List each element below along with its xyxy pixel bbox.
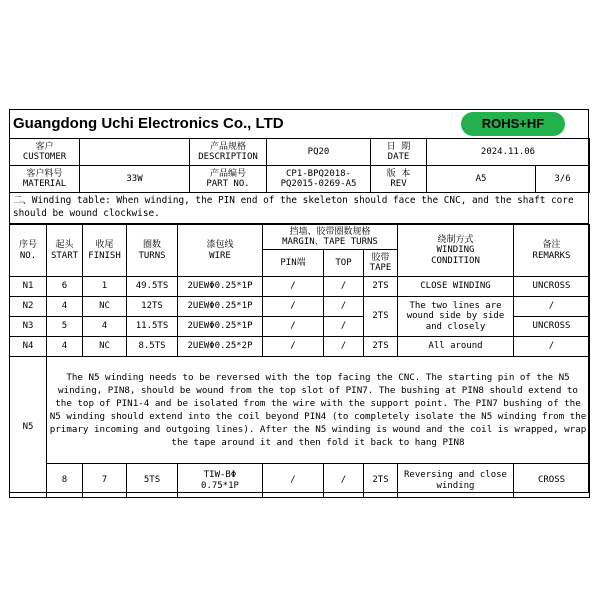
date-label: 日 期 DATE [371, 139, 427, 166]
cell-tape: 2TS [364, 297, 398, 337]
partno-value: CP1-BPQ2018- PQ2015-0269-A5 [267, 166, 371, 193]
cell-remarks: / [514, 337, 590, 357]
cell-turns: 12TS [127, 297, 178, 317]
material-label: 客户料号 MATERIAL [10, 166, 80, 193]
cell-tape: 2TS [364, 464, 398, 498]
col-finish: 收尾 FINISH [83, 225, 127, 277]
cell-turns: 11.5TS [127, 317, 178, 337]
title-row [10, 110, 588, 139]
cell-pin: / [263, 277, 324, 297]
cell-wire: TIW-BΦ 0.75*1P [178, 464, 263, 498]
cell-start: 4 [47, 337, 83, 357]
cell-top: / [324, 317, 364, 337]
rev-value: A5 [427, 166, 536, 193]
cell-remarks: UNCROSS [514, 277, 590, 297]
cell-condition: All around [398, 337, 514, 357]
cell-no: N5 [10, 357, 47, 498]
cell-turns: 49.5TS [127, 277, 178, 297]
table-row [10, 464, 590, 498]
cell-remarks: CROSS [514, 464, 590, 498]
customer-value [80, 139, 190, 166]
cell-wire: 2UEWΦ0.25*2P [178, 337, 263, 357]
cell-start: 5 [47, 317, 83, 337]
col-winding-condition: 绕制方式 WINDING CONDITION [398, 225, 514, 277]
col-margin-tape: 挡墙、胶带圈数规格 MARGIN、TAPE TURNS [263, 225, 398, 250]
winding-note: 二、Winding table: When winding, the PIN end of the skeleton should face the CNC, and the shaft core should be wound clockwise. [10, 192, 588, 224]
n5-instruction-row [10, 357, 590, 464]
cell-tape: 2TS [364, 277, 398, 297]
cell-pin: / [263, 317, 324, 337]
cell-wire: 2UEWΦ0.25*1P [178, 277, 263, 297]
winding-table [9, 224, 590, 498]
cell-remarks: UNCROSS [514, 317, 590, 337]
cell-finish: NC [83, 297, 127, 317]
cell-condition: The two lines are wound side by side and closely [398, 297, 514, 337]
cell-wire: 2UEWΦ0.25*1P [178, 317, 263, 337]
col-remarks: 备注 REMARKS [514, 225, 590, 277]
cell-top: / [324, 337, 364, 357]
date-value: 2024.11.06 [427, 139, 590, 166]
cell-pin: / [263, 337, 324, 357]
cell-start: 4 [47, 297, 83, 317]
cell-start: 8 [47, 464, 83, 498]
cell-finish: 7 [83, 464, 127, 498]
cell-no: N1 [10, 277, 47, 297]
col-wire: 漆包线 WIRE [178, 225, 263, 277]
cell-pin: / [263, 297, 324, 317]
cell-no: N2 [10, 297, 47, 317]
cell-turns: 8.5TS [127, 337, 178, 357]
cell-condition: CLOSE WINDING [398, 277, 514, 297]
col-start: 起头 START [47, 225, 83, 277]
table-row [10, 337, 590, 357]
cell-tape: 2TS [364, 337, 398, 357]
cell-finish: 4 [83, 317, 127, 337]
n5-instructions: The N5 winding needs to be reversed with the top facing the CNC. The starting pin of the N5 winding, PIN8, should be wound from the top slot of PIN7. The bushing at PIN8 should extend to the top of PIN1-4 and be isolated from the wire with the support point. The PIN7 bushing of the N5 winding should extend into the coil beyond PIN4 (to completely isolate the N5 winding from the primary incoming and outgoing lines). After the N5 winding is wound and the coil is wrapped, wrap the tape around it and then fold it back to hang PIN8 [47, 357, 590, 464]
cell-remarks: / [514, 297, 590, 317]
col-top: TOP [324, 250, 364, 277]
material-value: 33W [80, 166, 190, 193]
cell-no: N3 [10, 317, 47, 337]
winding-spec-sheet [9, 109, 589, 493]
cell-finish: NC [83, 337, 127, 357]
table-row [10, 277, 590, 297]
description-value: PQ20 [267, 139, 371, 166]
cell-condition: Reversing and close winding [398, 464, 514, 498]
cell-wire: 2UEWΦ0.25*1P [178, 297, 263, 317]
rev-label: 版 本 REV [371, 166, 427, 193]
table-row [10, 297, 590, 317]
rohs-hf-badge: ROHS+HF [461, 112, 565, 136]
product-info-table [9, 138, 590, 193]
company-name: Guangdong Uchi Electronics Co., LTD [13, 115, 284, 132]
cell-finish: 1 [83, 277, 127, 297]
col-pin-end: PIN端 [263, 250, 324, 277]
customer-label: 客户 CUSTOMER [10, 139, 80, 166]
cell-top: / [324, 464, 364, 498]
col-no: 序号 NO. [10, 225, 47, 277]
cell-top: / [324, 277, 364, 297]
partno-label: 产品编号 PART NO. [190, 166, 267, 193]
cell-top: / [324, 297, 364, 317]
col-turns: 圈数 TURNS [127, 225, 178, 277]
description-label: 产品规格 DESCRIPTION [190, 139, 267, 166]
col-tape: 胶带 TAPE [364, 250, 398, 277]
cell-pin: / [263, 464, 324, 498]
cell-start: 6 [47, 277, 83, 297]
page-number: 3/6 [536, 166, 590, 193]
cell-no: N4 [10, 337, 47, 357]
cell-turns: 5TS [127, 464, 178, 498]
